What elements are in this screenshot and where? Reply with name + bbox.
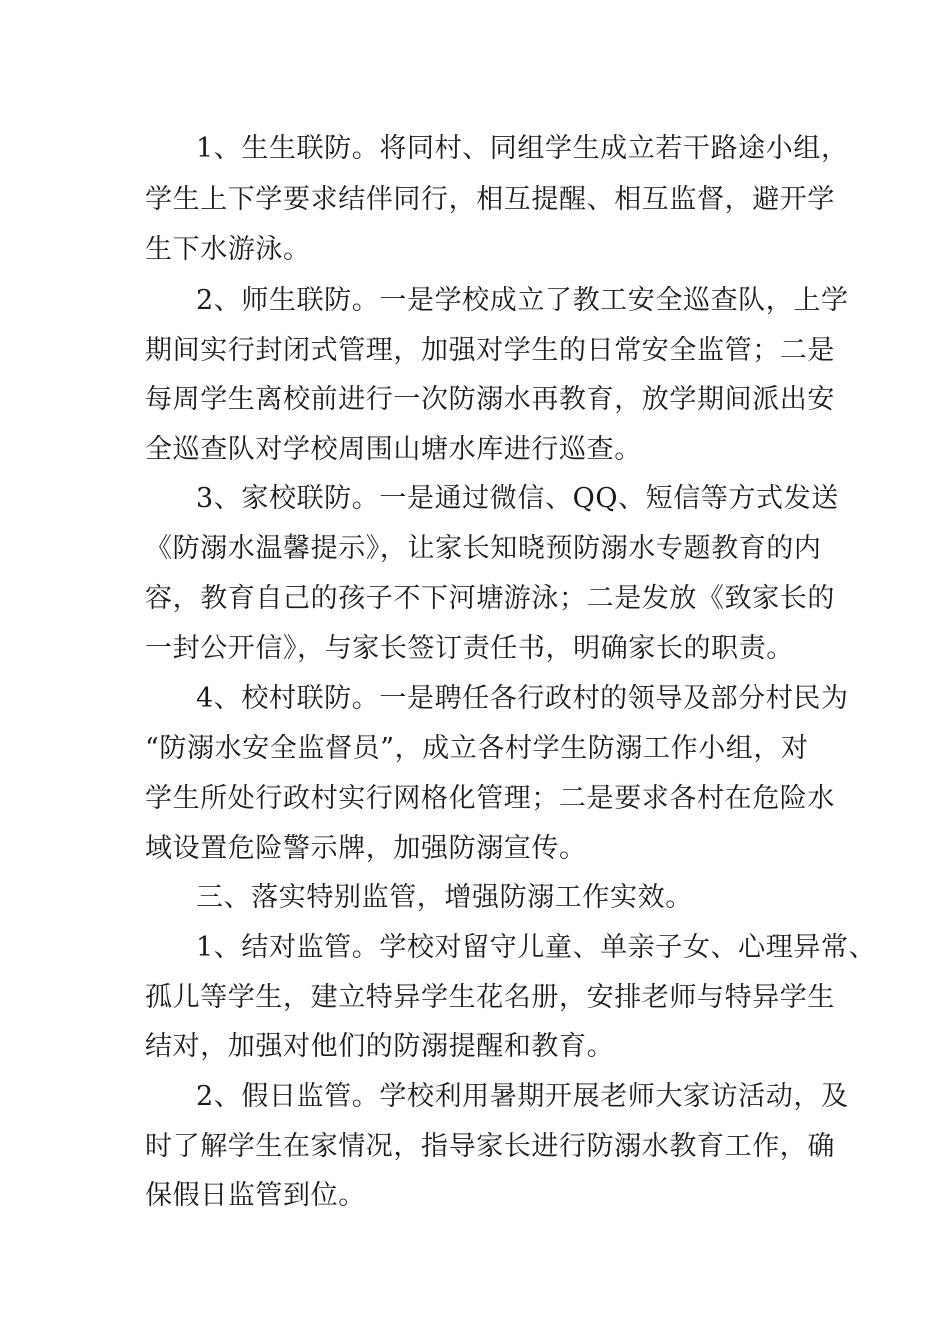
text-line: 全巡查队对学校周围山塘水库进行巡查。 <box>145 434 642 465</box>
text-line: 2、师生联防。一是学校成立了教工安全巡查队，上学 <box>196 285 849 316</box>
text-line: 3、家校联防。一是通过微信、QQ、短信等方式发送 <box>196 483 839 514</box>
text-line: 孤儿等学生，建立特异学生花名册，安排老师与特异学生 <box>145 982 835 1013</box>
section-heading: 三、落实特别监管，增强防溺工作实效。 <box>196 882 693 913</box>
text-line: 保假日监管到位。 <box>145 1180 366 1211</box>
text-line: 学生所处行政村实行网格化管理；二是要求各村在危险水 <box>145 783 835 814</box>
text-line: 2、假日监管。学校利用暑期开展老师大家访活动，及 <box>196 1081 849 1112</box>
text-line: “防溺水安全监督员”，成立各村学生防溺工作小组，对 <box>145 733 809 764</box>
text-line: 时了解学生在家情况，指导家长进行防溺水教育工作，确 <box>145 1131 835 1162</box>
text-line: 域设置危险警示牌，加强防溺宣传。 <box>145 833 587 864</box>
text-line: 《防溺水温馨提示》，让家长知晓预防溺水专题教育的内 <box>145 533 822 564</box>
text-line: 1、结对监管。学校对留守儿童、单亲子女、心理异常、 <box>196 932 877 963</box>
text-line: 学生上下学要求结伴同行，相互提醒、相互监督，避开学 <box>145 184 835 215</box>
text-line: 生下水游泳。 <box>145 234 311 265</box>
text-line: 期间实行封闭式管理，加强对学生的日常安全监管；二是 <box>145 335 835 366</box>
text-line: 结对，加强对他们的防溺提醒和教育。 <box>145 1031 615 1062</box>
text-line: 一封公开信》，与家长签订责任书，明确家长的职责。 <box>145 633 794 664</box>
text-line: 容，教育自己的孩子不下河塘游泳；二是发放《致家长的 <box>145 583 835 614</box>
text-line: 1、生生联防。将同村、同组学生成立若干路途小组， <box>196 133 849 164</box>
text-line: 4、校村联防。一是聘任各行政村的领导及部分村民为 <box>196 683 849 714</box>
text-line: 每周学生离校前进行一次防溺水再教育，放学期间派出安 <box>145 384 835 415</box>
